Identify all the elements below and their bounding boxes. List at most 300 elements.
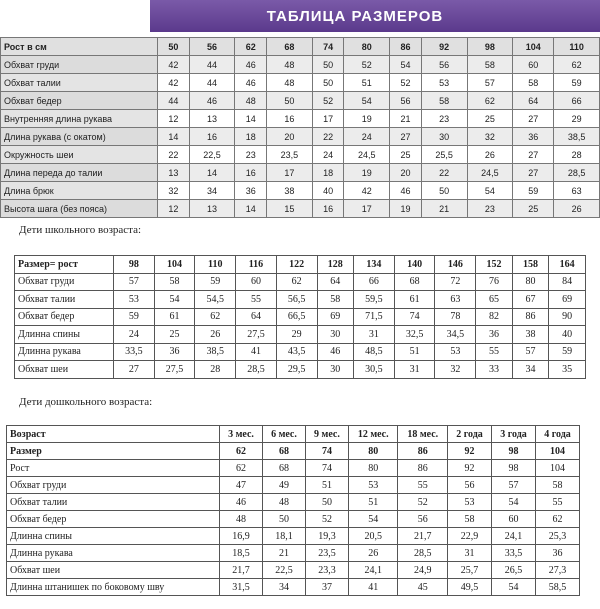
title-banner [150,0,600,32]
table-cell: 50 [421,182,467,200]
table-row [1,56,600,74]
table-header-row [7,426,580,443]
table-cell: 80 [348,443,398,460]
table-row [15,361,586,379]
table-cell: 66 [554,92,600,110]
table-cell: 74 [312,38,344,56]
table-cell: 16 [235,164,267,182]
table-cell: 46 [390,182,422,200]
table-cell: 42 [158,56,190,74]
table-cell: 25 [390,146,422,164]
table-cell: 14 [158,128,190,146]
table-cell: 50 [312,74,344,92]
table-cell: 18 мес. [398,426,448,443]
table-cell: 104 [535,443,579,460]
table-cell: 68 [262,443,305,460]
table-cell: 146 [435,256,476,274]
table-cell: 35 [549,361,586,379]
table-cell: 26,5 [491,562,535,579]
table-row [1,74,600,92]
table-cell: 33,5 [114,343,155,361]
table-cell: 54,5 [195,291,236,309]
table-cell: 86 [390,38,422,56]
table-cell: 80 [344,38,390,56]
row-label: Рост в см [1,38,158,56]
table-cell: 24,1 [491,528,535,545]
table-cell: 27,3 [535,562,579,579]
table-row [1,128,600,146]
table-cell: 69 [549,291,586,309]
table-cell: 17 [312,110,344,128]
table-cell: 50 [267,92,313,110]
table-cell: 34 [189,182,235,200]
table-cell: 62 [220,443,263,460]
table-cell: 62 [195,308,236,326]
table-cell: 58,5 [535,579,579,596]
table-cell: 53 [448,494,492,511]
table-row [7,477,580,494]
table-cell: 50 [305,494,348,511]
table-cell: 4 года [535,426,579,443]
table-cell: 21 [421,200,467,218]
table-cell: 27 [390,128,422,146]
table-cell: 50 [262,511,305,528]
table-cell: 62 [535,511,579,528]
table-row [15,343,586,361]
table-cell: 68 [394,273,435,291]
table-cell: 54 [390,56,422,74]
table-cell: 41 [348,579,398,596]
table-row [7,494,580,511]
row-label: Обхват бедер [7,511,220,528]
table-cell: 31 [394,361,435,379]
table-cell: 22,9 [448,528,492,545]
table-cell: 13 [189,200,235,218]
table-cell: 116 [236,256,277,274]
table-cell: 21 [262,545,305,562]
table-cell: 53 [421,74,467,92]
table-cell: 21,7 [220,562,263,579]
table-cell: 38,5 [554,128,600,146]
table-cell: 28 [195,361,236,379]
table-cell: 64 [317,273,354,291]
table-row [1,164,600,182]
row-label: Высота шага (без пояса) [1,200,158,218]
table-cell: 74 [394,308,435,326]
table-cell: 53 [348,477,398,494]
table-cell: 29 [276,326,317,344]
table-cell: 58 [448,511,492,528]
table-cell: 33 [476,361,513,379]
row-label: Обхват груди [1,56,158,74]
table-cell: 86 [398,443,448,460]
table-cell: 53 [435,343,476,361]
table-cell: 21 [390,110,422,128]
table-cell: 60 [513,56,554,74]
table-cell: 50 [312,56,344,74]
table-cell: 42 [158,74,190,92]
table-cell: 56 [390,92,422,110]
table-cell: 51 [394,343,435,361]
row-label: Возраст [7,426,220,443]
table-cell: 38,5 [195,343,236,361]
table-cell: 82 [476,308,513,326]
table-cell: 25,5 [421,146,467,164]
table-row [7,511,580,528]
table-cell: 32 [158,182,190,200]
table-cell: 24,5 [344,146,390,164]
table-cell: 58 [317,291,354,309]
table-cell: 46 [189,92,235,110]
table-cell: 43,5 [276,343,317,361]
table-cell: 60 [236,273,277,291]
table-cell: 36 [513,128,554,146]
table-cell: 46 [317,343,354,361]
table-cell: 56,5 [276,291,317,309]
table-cell: 52 [305,511,348,528]
table-cell: 29 [554,110,600,128]
table-cell: 54 [154,291,195,309]
row-label: Длинна рукава [7,545,220,562]
table-cell: 92 [421,38,467,56]
caption-school-age: Дети школьного возраста: [19,224,142,236]
table-cell: 20 [267,128,313,146]
table-cell: 22,5 [262,562,305,579]
table-cell: 12 [158,110,190,128]
table-cell: 23 [235,146,267,164]
table-cell: 31,5 [220,579,263,596]
table-cell: 58 [154,273,195,291]
table-cell: 18,5 [220,545,263,562]
table-cell: 19 [344,164,390,182]
table-cell: 62 [235,38,267,56]
table-cell: 74 [305,443,348,460]
table-cell: 152 [476,256,513,274]
table-cell: 14 [235,110,267,128]
size-table-school [14,255,586,379]
table-cell: 46 [220,494,263,511]
table-cell: 20,5 [348,528,398,545]
table-cell: 24 [344,128,390,146]
table-cell: 18 [235,128,267,146]
table-cell: 19,3 [305,528,348,545]
table-cell: 24 [312,146,344,164]
table-cell: 18,1 [262,528,305,545]
row-label: Обхват талии [7,494,220,511]
table-cell: 30 [421,128,467,146]
table-cell: 31 [354,326,395,344]
table-cell: 15 [267,200,313,218]
table-cell: 55 [398,477,448,494]
table-cell: 36 [535,545,579,562]
table-cell: 38 [512,326,549,344]
table-cell: 12 мес. [348,426,398,443]
table-cell: 55 [236,291,277,309]
table-cell: 16 [267,110,313,128]
table-cell: 92 [448,460,492,477]
table-cell: 9 мес. [305,426,348,443]
table-cell: 22 [158,146,190,164]
table-cell: 48 [262,494,305,511]
table-cell: 64 [236,308,277,326]
table-cell: 44 [158,92,190,110]
table-cell: 56 [189,38,235,56]
table-cell: 51 [344,74,390,92]
table-cell: 19 [390,200,422,218]
table-cell: 110 [554,38,600,56]
row-label: Размер [7,443,220,460]
table-cell: 84 [549,273,586,291]
table-cell: 68 [267,38,313,56]
table-cell: 16 [189,128,235,146]
table-cell: 24,5 [467,164,513,182]
table-cell: 134 [354,256,395,274]
table-row [1,92,600,110]
table-cell: 25,7 [448,562,492,579]
table-cell: 28,5 [236,361,277,379]
table-cell: 80 [348,460,398,477]
table-cell: 164 [549,256,586,274]
table-cell: 62 [467,92,513,110]
table-cell: 110 [195,256,236,274]
table-cell: 28 [554,146,600,164]
table-cell: 52 [398,494,448,511]
table-cell: 47 [220,477,263,494]
row-label: Длина рукава (с окатом) [1,128,158,146]
table-cell: 16 [312,200,344,218]
table-cell: 26 [195,326,236,344]
table-cell: 22,5 [189,146,235,164]
table-cell: 25,3 [535,528,579,545]
table-cell: 38 [267,182,313,200]
table-row [1,200,600,218]
table-cell: 54 [467,182,513,200]
table-cell: 59 [554,74,600,92]
table-cell: 46 [235,56,267,74]
table-cell: 27 [114,361,155,379]
table-cell: 22 [312,128,344,146]
table-row [15,291,586,309]
table-cell: 34 [512,361,549,379]
table-cell: 60 [491,511,535,528]
table-cell: 31 [448,545,492,562]
row-label: Обхват груди [7,477,220,494]
table-cell: 22 [421,164,467,182]
table-cell: 62 [276,273,317,291]
row-label: Обхват талии [15,291,114,309]
table-cell: 26 [554,200,600,218]
table-cell: 63 [554,182,600,200]
table-row [15,308,586,326]
size-table-preschool [6,425,580,596]
table-cell: 34 [262,579,305,596]
table-cell: 57 [114,273,155,291]
table-cell: 49 [262,477,305,494]
table-cell: 17 [267,164,313,182]
table-cell: 3 года [491,426,535,443]
table-cell: 53 [114,291,155,309]
row-label: Обхват шеи [7,562,220,579]
table-cell: 23 [421,110,467,128]
table-cell: 14 [189,164,235,182]
table-cell: 98 [114,256,155,274]
caption-preschool-age: Дети дошкольного возраста: [19,396,153,408]
table-cell: 66,5 [276,308,317,326]
table-cell: 24,1 [348,562,398,579]
table-cell: 86 [398,460,448,477]
table-cell: 98 [491,460,535,477]
table-cell: 27 [513,110,554,128]
table-cell: 65 [476,291,513,309]
table-cell: 48 [267,56,313,74]
table-cell: 19 [344,110,390,128]
row-label: Обхват шеи [15,361,114,379]
table-cell: 69 [317,308,354,326]
row-label: Обхват груди [15,273,114,291]
table-cell: 17 [344,200,390,218]
table-cell: 30 [317,361,354,379]
table-cell: 27 [513,164,554,182]
table-row [15,273,586,291]
row-label: Обхват бедер [15,308,114,326]
table-cell: 26 [467,146,513,164]
table-cell: 30 [317,326,354,344]
row-label: Длинна рукава [15,343,114,361]
row-label: Внутренняя длина рукава [1,110,158,128]
table-cell: 98 [491,443,535,460]
table-cell: 68 [262,460,305,477]
table-cell: 13 [158,164,190,182]
table-row [1,182,600,200]
table-cell: 59 [114,308,155,326]
table-cell: 36 [235,182,267,200]
table-cell: 58 [467,56,513,74]
table-cell: 23,5 [305,545,348,562]
table-cell: 49,5 [448,579,492,596]
table-cell: 27 [513,146,554,164]
row-label: Длина брюк [1,182,158,200]
table-cell: 48,5 [354,343,395,361]
table-cell: 40 [549,326,586,344]
table-cell: 27,5 [236,326,277,344]
row-label: Длинна спины [15,326,114,344]
table-row [7,528,580,545]
page-title: ТАБЛИЦА РАЗМЕРОВ [266,7,444,25]
table-cell: 24,9 [398,562,448,579]
table-cell: 25 [467,110,513,128]
table-cell: 58 [513,74,554,92]
table-cell: 104 [535,460,579,477]
table-cell: 13 [189,110,235,128]
table-cell: 36 [476,326,513,344]
row-label: Обхват талии [1,74,158,92]
table-cell: 62 [554,56,600,74]
table-cell: 61 [154,308,195,326]
table-cell: 66 [354,273,395,291]
table-cell: 59 [549,343,586,361]
table-cell: 16,9 [220,528,263,545]
table-cell: 3 мес. [220,426,263,443]
table-cell: 67 [512,291,549,309]
table-cell: 23,3 [305,562,348,579]
table-cell: 45 [398,579,448,596]
table-header-row [15,256,586,274]
row-label: Размер= рост [15,256,114,274]
table-cell: 32 [435,361,476,379]
table-cell: 59,5 [354,291,395,309]
row-label: Окружность шеи [1,146,158,164]
table-cell: 2 года [448,426,492,443]
row-label: Длина переда до талии [1,164,158,182]
size-table-infants [0,37,600,218]
table-cell: 56 [398,511,448,528]
table-cell: 46 [235,74,267,92]
table-cell: 14 [235,200,267,218]
table-cell: 32 [467,128,513,146]
table-cell: 23,5 [267,146,313,164]
table-cell: 50 [158,38,190,56]
table-cell: 80 [512,273,549,291]
table-row [7,579,580,596]
table-cell: 104 [154,256,195,274]
table-cell: 6 мес. [262,426,305,443]
table-cell: 90 [549,308,586,326]
row-label: Рост [7,460,220,477]
table-cell: 62 [220,460,263,477]
table-cell: 86 [512,308,549,326]
table-cell: 57 [467,74,513,92]
table-cell: 40 [312,182,344,200]
table-cell: 51 [305,477,348,494]
table-cell: 55 [535,494,579,511]
table-cell: 59 [513,182,554,200]
table-cell: 54 [348,511,398,528]
table-cell: 58 [421,92,467,110]
row-label: Длинна спины [7,528,220,545]
table-cell: 92 [448,443,492,460]
table-cell: 72 [435,273,476,291]
table-cell: 74 [305,460,348,477]
table-cell: 78 [435,308,476,326]
table-row [7,545,580,562]
table-cell: 61 [394,291,435,309]
table-cell: 26 [348,545,398,562]
table-cell: 58 [535,477,579,494]
table-cell: 56 [448,477,492,494]
table-cell: 54 [344,92,390,110]
table-cell: 34,5 [435,326,476,344]
table-cell: 64 [513,92,554,110]
table-cell: 42 [344,182,390,200]
table-cell: 44 [189,74,235,92]
table-cell: 27,5 [154,361,195,379]
table-cell: 59 [195,273,236,291]
row-label: Длинна штанишек по боковому шву [7,579,220,596]
table-cell: 158 [512,256,549,274]
table-row [7,562,580,579]
table-cell: 57 [512,343,549,361]
table-cell: 52 [312,92,344,110]
table-cell: 48 [267,74,313,92]
table-cell: 33,5 [491,545,535,562]
table-header-row [1,38,600,56]
table-cell: 57 [491,477,535,494]
table-cell: 54 [491,579,535,596]
table-row [7,443,580,460]
table-row [15,326,586,344]
table-cell: 29,5 [276,361,317,379]
table-cell: 51 [348,494,398,511]
